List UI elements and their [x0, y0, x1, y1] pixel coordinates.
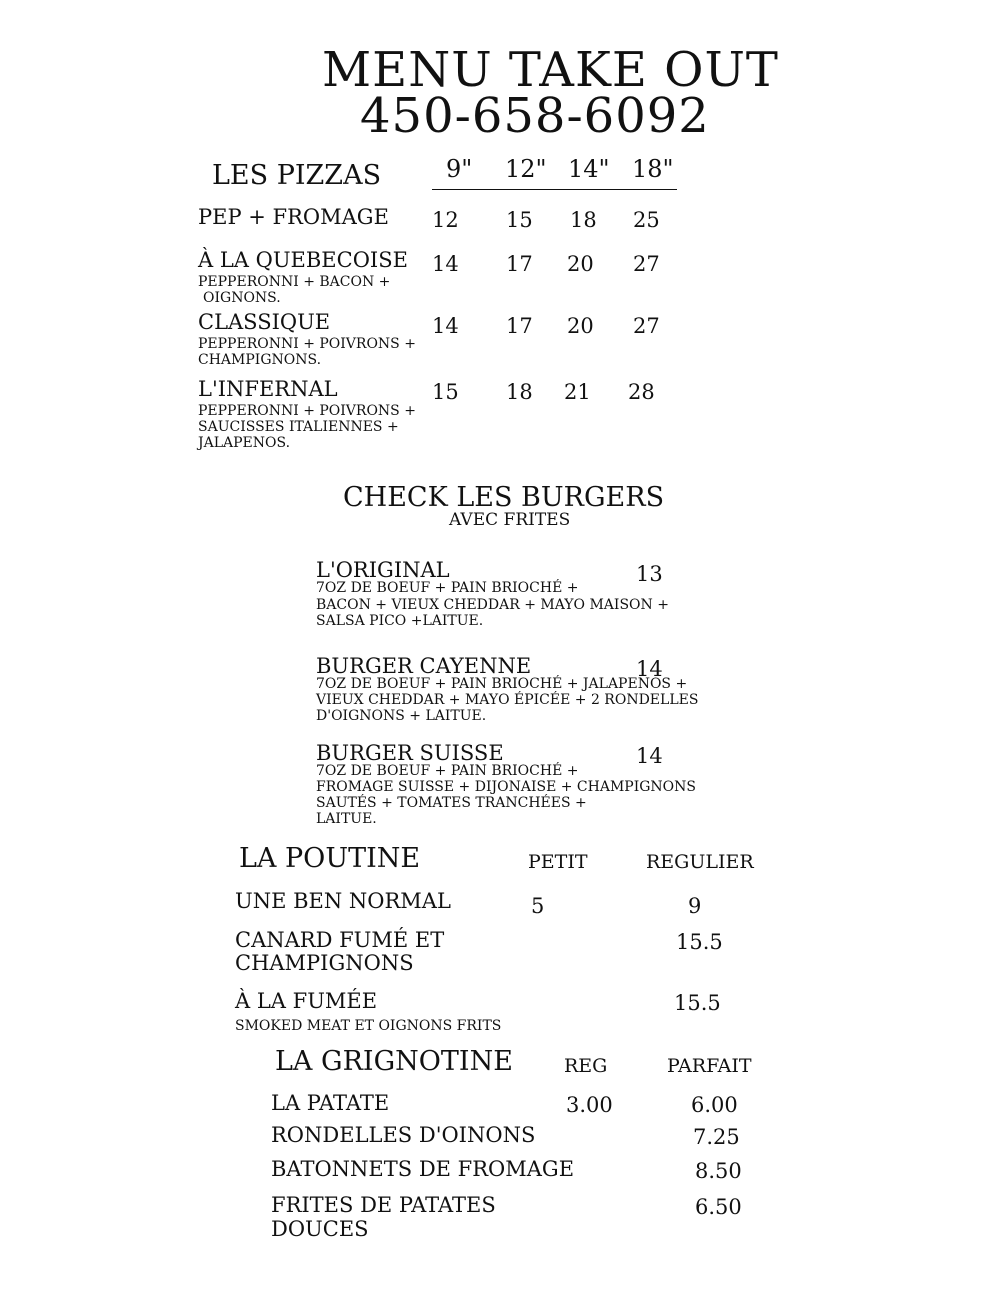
- burger-item-name: L'ORIGINAL: [316, 558, 450, 582]
- poutine-col-regulier: REGULIER: [646, 851, 754, 873]
- pizza-item-desc: PEPPERONNI + BACON +: [198, 274, 391, 290]
- burgers-section-title: CHECK LES BURGERS: [343, 482, 665, 513]
- pizza-price-18: 27: [633, 252, 660, 276]
- poutine-price-regulier: 15.5: [676, 930, 723, 954]
- burger-item-desc: 7OZ DE BOEUF + PAIN BRIOCHÉ +: [316, 580, 579, 596]
- pizza-item-desc: OIGNONS.: [203, 290, 281, 306]
- pizza-price-12: 15: [506, 208, 533, 232]
- poutine-price-regulier: 9: [688, 894, 702, 918]
- pizza-item-desc: PEPPERONNI + POIVRONS +: [198, 336, 416, 352]
- pizza-size-9: 9": [446, 155, 473, 183]
- pizza-price-14: 18: [570, 208, 597, 232]
- grignotine-price-reg: 3.00: [566, 1093, 613, 1117]
- pizza-price-9: 14: [432, 252, 459, 276]
- poutine-price-regulier: 15.5: [674, 991, 721, 1015]
- pizza-size-18: 18": [632, 155, 674, 183]
- burger-item-name: BURGER CAYENNE: [316, 654, 532, 678]
- pizza-price-18: 25: [633, 208, 660, 232]
- burger-item-desc: LAITUE.: [316, 811, 377, 827]
- poutine-item-desc: SMOKED MEAT ET OIGNONS FRITS: [235, 1018, 502, 1034]
- grignotine-price-parfait: 8.50: [695, 1159, 742, 1183]
- poutine-price-petit: 5: [531, 894, 545, 918]
- burger-item-desc: BACON + VIEUX CHEDDAR + MAYO MAISON +: [316, 597, 669, 613]
- pizza-size-12: 12": [505, 155, 547, 183]
- pizza-price-14: 20: [567, 314, 594, 338]
- pizza-price-12: 18: [506, 380, 533, 404]
- pizza-price-9: 15: [432, 380, 459, 404]
- pizza-price-18: 28: [628, 380, 655, 404]
- poutine-item-name: UNE BEN NORMAL: [235, 889, 451, 913]
- pizza-item-desc: JALAPENOS.: [198, 435, 291, 451]
- sizes-underline: [432, 189, 677, 190]
- poutine-item-name-line2: CHAMPIGNONS: [235, 951, 414, 975]
- pizza-size-14: 14": [568, 155, 610, 183]
- burgers-subtitle: AVEC FRITES: [449, 510, 571, 530]
- burger-item-desc: VIEUX CHEDDAR + MAYO ÉPICÉE + 2 RONDELLES: [316, 692, 699, 708]
- pizza-item-desc: PEPPERONNI + POIVRONS +: [198, 403, 416, 419]
- poutine-section-title: LA POUTINE: [239, 843, 421, 874]
- burger-item-price: 13: [636, 562, 663, 586]
- pizza-price-14: 20: [567, 252, 594, 276]
- grignotine-col-parfait: PARFAIT: [667, 1055, 752, 1077]
- grignotine-item-name-line2: DOUCES: [271, 1217, 369, 1241]
- grignotine-item-name: RONDELLES D'OINONS: [271, 1123, 536, 1147]
- pizzas-section-title: LES PIZZAS: [212, 160, 382, 191]
- burger-item-price: 14: [636, 744, 663, 768]
- grignotine-price-parfait: 7.25: [693, 1125, 740, 1149]
- burger-item-name: BURGER SUISSE: [316, 741, 504, 765]
- grignotine-price-parfait: 6.50: [695, 1195, 742, 1219]
- burger-item-desc: 7OZ DE BOEUF + PAIN BRIOCHÉ + JALAPENOS +: [316, 676, 688, 692]
- phone-number: 450-658-6092: [360, 88, 710, 144]
- burger-item-desc: SALSA PICO +LAITUE.: [316, 613, 484, 629]
- grignotine-item-name: BATONNETS DE FROMAGE: [271, 1157, 575, 1181]
- poutine-item-name: À LA FUMÉE: [235, 989, 378, 1013]
- grignotine-price-parfait: 6.00: [691, 1093, 738, 1117]
- grignotine-section-title: LA GRIGNOTINE: [275, 1046, 513, 1077]
- burger-item-desc: D'OIGNONS + LAITUE.: [316, 708, 487, 724]
- burger-item-price: 14: [636, 657, 663, 681]
- poutine-item-name: CANARD FUMÉ ET: [235, 928, 445, 952]
- pizza-item-name: PEP + FROMAGE: [198, 205, 389, 229]
- pizza-price-14: 21: [564, 380, 591, 404]
- grignotine-item-name: LA PATATE: [271, 1091, 390, 1115]
- pizza-price-18: 27: [633, 314, 660, 338]
- pizza-price-12: 17: [506, 314, 533, 338]
- pizza-item-desc: SAUCISSES ITALIENNES +: [198, 419, 399, 435]
- pizza-price-9: 12: [432, 208, 459, 232]
- pizza-item-name: À LA QUEBECOISE: [198, 248, 408, 272]
- grignotine-col-reg: REG: [564, 1055, 608, 1077]
- burger-item-desc: 7OZ DE BOEUF + PAIN BRIOCHÉ +: [316, 763, 579, 779]
- grignotine-item-name: FRITES DE PATATES: [271, 1193, 496, 1217]
- pizza-item-name: L'INFERNAL: [198, 377, 338, 401]
- menu-title: MENU TAKE OUT: [322, 42, 779, 98]
- pizza-price-12: 17: [506, 252, 533, 276]
- pizza-price-9: 14: [432, 314, 459, 338]
- pizza-item-desc: CHAMPIGNONS.: [198, 352, 322, 368]
- poutine-col-petit: PETIT: [528, 851, 588, 873]
- burger-item-desc: SAUTÉS + TOMATES TRANCHÉES +: [316, 795, 587, 811]
- pizza-item-name: CLASSIQUE: [198, 310, 331, 334]
- burger-item-desc: FROMAGE SUISSE + DIJONAISE + CHAMPIGNONS: [316, 779, 696, 795]
